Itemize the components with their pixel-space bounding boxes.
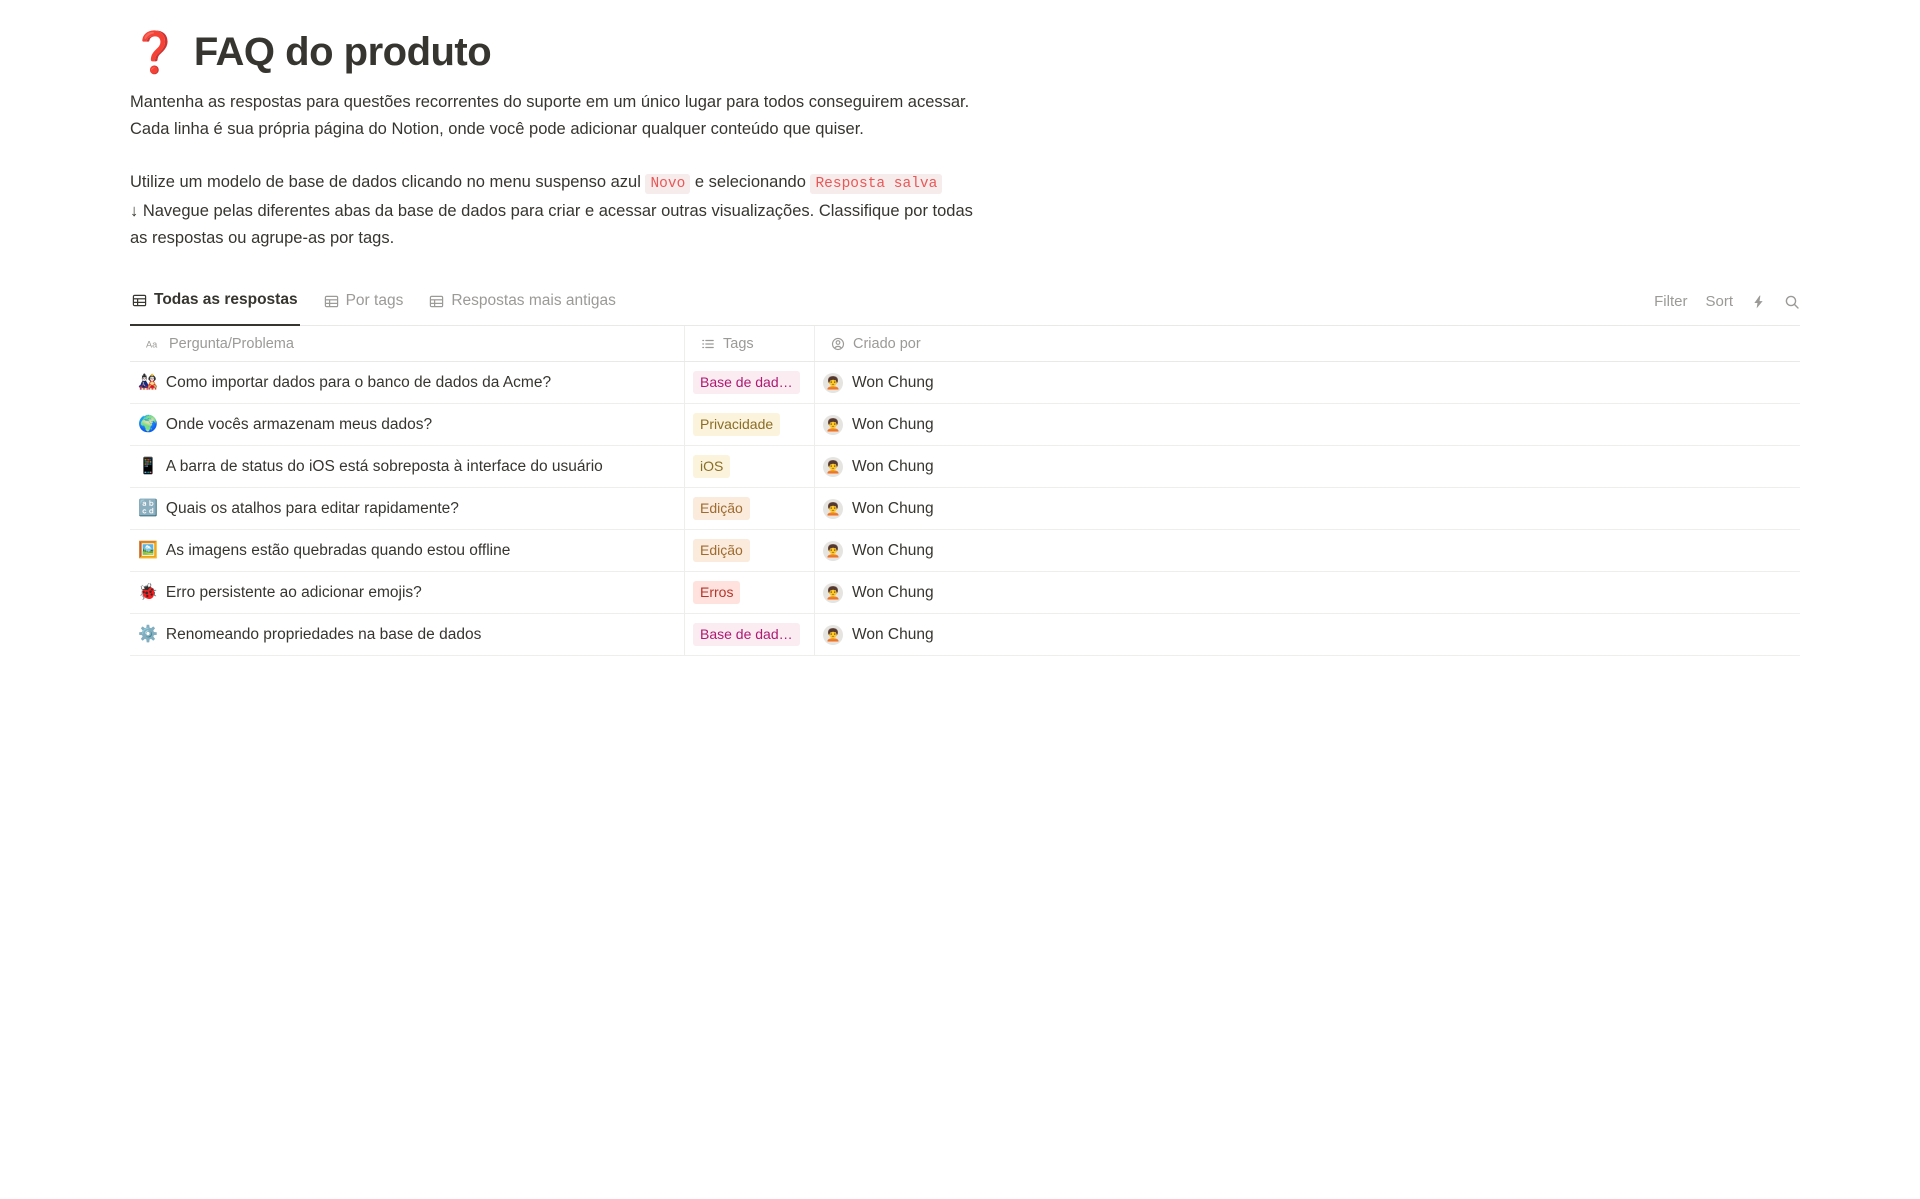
tag-chip: Base de dad… [693, 623, 800, 646]
tag-chip: iOS [693, 455, 730, 478]
page-title[interactable]: FAQ do produto [193, 30, 492, 74]
column-header-inner [823, 326, 929, 362]
text-property-icon [146, 338, 161, 350]
column-header-inner [138, 326, 302, 362]
database-toolbar [1654, 293, 1800, 318]
row-title: As imagens estão quebradas quando estou offline [165, 541, 511, 559]
column-header-pergunta[interactable] [130, 326, 685, 361]
avatar: 🧑‍🦱 [823, 499, 843, 519]
tab-todas-as-respostas[interactable] [130, 286, 300, 326]
tab-label: Respostas mais antigas [451, 292, 616, 309]
row-emoji-icon: 🔡 [138, 499, 158, 517]
table-icon [429, 294, 444, 309]
table-row[interactable] [130, 614, 1800, 656]
multi-select-icon [701, 337, 715, 351]
filter-button[interactable]: Filter [1654, 293, 1688, 310]
user-name: Won Chung [852, 625, 934, 643]
intro-line-1: Mantenha as respostas para questões recorrentes do suporte em um único lugar para todos conseguirem acessar. [130, 93, 970, 111]
column-header-label: Pergunta/Problema [169, 335, 294, 352]
intro-line-4: ↓ Navegue pelas diferentes abas da base de dados para criar e acessar outras visualizações. Classifique por todas [130, 202, 973, 220]
svg-text:Aa: Aa [146, 338, 158, 349]
cell-pergunta[interactable] [130, 530, 685, 571]
cell-tags[interactable] [685, 446, 815, 487]
lightning-icon[interactable] [1751, 294, 1766, 310]
tag-chip: Base de dad… [693, 371, 800, 394]
column-header-criado-por[interactable] [815, 326, 1800, 361]
user-name: Won Chung [852, 373, 934, 391]
row-title: Onde vocês armazenam meus dados? [165, 415, 433, 433]
user-name: Won Chung [852, 541, 934, 559]
user-name: Won Chung [852, 583, 934, 601]
table-row[interactable] [130, 446, 1800, 488]
cell-pergunta[interactable] [130, 362, 685, 403]
tag-chip: Edição [693, 539, 750, 562]
inline-code-novo: Novo [645, 174, 690, 194]
row-emoji-icon: 🌍 [138, 415, 158, 433]
column-header-inner [693, 326, 762, 362]
avatar: 🧑‍🦱 [823, 583, 843, 603]
user-name: Won Chung [852, 499, 934, 517]
intro-paragraph-1 [130, 89, 1120, 143]
row-title: Como importar dados para o banco de dados da Acme? [165, 373, 552, 391]
table-header-row [130, 326, 1800, 362]
cell-criado-por[interactable] [815, 362, 1800, 403]
column-header-tags[interactable] [685, 326, 815, 361]
row-emoji-icon: 🖼️ [138, 541, 158, 559]
intro-paragraph-2 [130, 169, 1120, 252]
tab-por-tags[interactable] [322, 286, 406, 326]
tag-chip: Erros [693, 581, 740, 604]
table-icon [132, 293, 147, 308]
cell-pergunta[interactable] [130, 614, 685, 655]
table-row[interactable] [130, 530, 1800, 572]
cell-tags[interactable] [685, 614, 815, 655]
person-icon [831, 337, 845, 351]
tab-label: Por tags [345, 292, 404, 309]
view-tabs [130, 286, 618, 326]
row-emoji-icon: 🎎 [138, 373, 158, 391]
intro-text-middle: e selecionando [690, 173, 811, 191]
intro-line-2: Cada linha é sua própria página do Notion, onde você pode adicionar qualquer conteúdo que quiser. [130, 120, 864, 138]
sort-button[interactable]: Sort [1705, 293, 1733, 310]
column-header-label: Tags [723, 335, 754, 352]
row-title: A barra de status do iOS está sobreposta à interface do usuário [165, 457, 603, 475]
cell-pergunta[interactable] [130, 404, 685, 445]
tab-respostas-mais-antigas[interactable] [427, 286, 618, 326]
cell-tags[interactable] [685, 530, 815, 571]
page-title-row [130, 30, 1920, 75]
tab-label: Todas as respostas [154, 291, 298, 308]
row-title: Quais os atalhos para editar rapidamente? [165, 499, 459, 517]
user-name: Won Chung [852, 457, 934, 475]
cell-criado-por[interactable] [815, 572, 1800, 613]
avatar: 🧑‍🦱 [823, 541, 843, 561]
intro-line-5: as respostas ou agrupe-as por tags. [130, 229, 395, 247]
table-row[interactable] [130, 362, 1800, 404]
page-emoji-icon[interactable]: ❓ [130, 30, 180, 75]
inline-code-resposta-salva: Resposta salva [810, 174, 942, 194]
row-emoji-icon: 📱 [138, 457, 158, 475]
cell-pergunta[interactable] [130, 446, 685, 487]
avatar: 🧑‍🦱 [823, 457, 843, 477]
cell-tags[interactable] [685, 488, 815, 529]
table-icon [324, 294, 339, 309]
user-name: Won Chung [852, 415, 934, 433]
table-row[interactable] [130, 488, 1800, 530]
cell-tags[interactable] [685, 362, 815, 403]
cell-pergunta[interactable] [130, 488, 685, 529]
tag-chip: Privacidade [693, 413, 780, 436]
cell-tags[interactable] [685, 404, 815, 445]
row-title: Erro persistente ao adicionar emojis? [165, 583, 422, 601]
cell-criado-por[interactable] [815, 488, 1800, 529]
avatar: 🧑‍🦱 [823, 625, 843, 645]
database-table [130, 326, 1800, 656]
table-row[interactable] [130, 572, 1800, 614]
cell-tags[interactable] [685, 572, 815, 613]
cell-criado-por[interactable] [815, 446, 1800, 487]
search-icon[interactable] [1784, 294, 1800, 310]
cell-criado-por[interactable] [815, 404, 1800, 445]
tag-chip: Edição [693, 497, 750, 520]
avatar: 🧑‍🦱 [823, 373, 843, 393]
cell-pergunta[interactable] [130, 572, 685, 613]
intro-line-3 [130, 169, 1120, 198]
table-row[interactable] [130, 404, 1800, 446]
row-emoji-icon: 🐞 [138, 583, 158, 601]
intro-text-prefix: Utilize um modelo de base de dados clicando no menu suspenso azul [130, 173, 646, 191]
cell-criado-por[interactable] [815, 614, 1800, 655]
cell-criado-por[interactable] [815, 530, 1800, 571]
row-title: Renomeando propriedades na base de dados [165, 625, 482, 643]
row-emoji-icon: ⚙️ [138, 625, 158, 643]
database-views-bar [130, 286, 1800, 326]
column-header-label: Criado por [853, 335, 921, 352]
avatar: 🧑‍🦱 [823, 415, 843, 435]
